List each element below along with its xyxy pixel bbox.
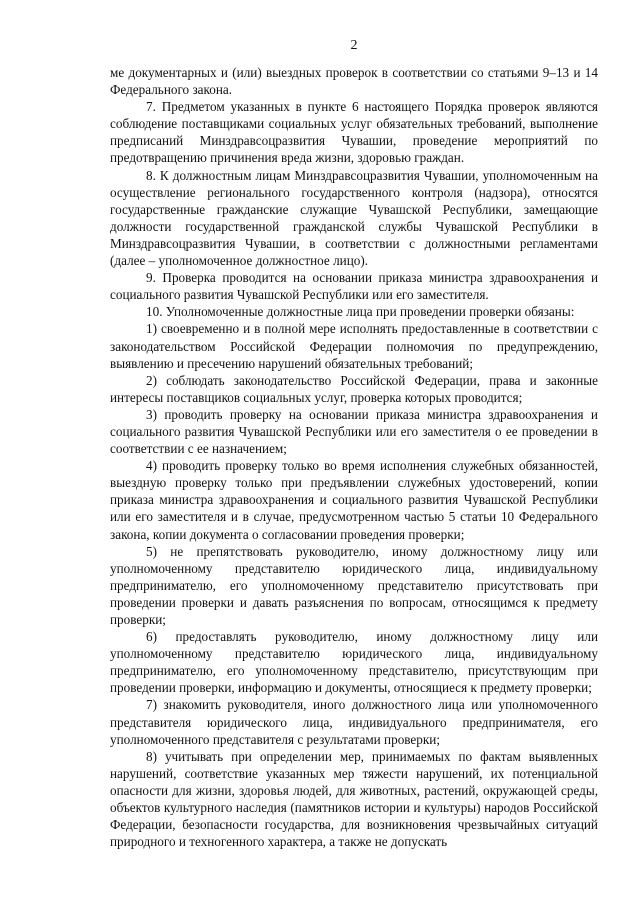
list-item-2: 2) соблюдать законодательство Российской Федерации, права и законные интересы поставщиков социальных услуг, проверка которых проводится;	[110, 372, 598, 405]
paragraph-8: 8. К должностным лицам Минздравсоцразвития Чувашии, уполномоченным на осуществление регионального государственного контроля (надзора), относятся государственные гражданские служащие Чувашской Республики, замещающие должности государственной гражданской службы Чувашской Республики в Минздравсоцразвития Чувашии, в соответствии с должностными регламентами (далее – уполномоченное должностное лицо).	[110, 167, 598, 269]
list-item-7: 7) знакомить руководителя, иного должностного лица или уполномоченного представителя юридического лица, индивидуального предпринимателя, его уполномоченного представителя с результатами проверки;	[110, 697, 598, 747]
list-item-6: 6) предоставлять руководителю, иному должностному лицу или уполномоченному представителю юридического лица, индивидуальному предпринимателю, его уполномоченному представителю, присутствующим при проведении проверки, информацию и документы, относящиеся к предмету проверки;	[110, 629, 598, 696]
list-item-3: 3) проводить проверку на основании приказа министра здравоохранения и социального развития Чувашской Республики или его заместителя о ее проведении в соответствии с ее назначением;	[110, 406, 598, 457]
list-item-8: 8) учитывать при определении мер, принимаемых по фактам выявленных нарушений, соответствие указанных мер тяжести нарушений, их потенциальной опасности для жизни, здоровья людей, для животных, растений, окружающей среды, объектов культурного наследия (памятников истории и культуры) народов Российской Федерации, безопасности государства, для возникновения чрезвычайных ситуаций природного и техногенного характера, а также не допускать	[110, 748, 598, 850]
paragraph-continuation: ме документарных и (или) выездных проверок в соответствии со статьями 9–13 и 14 Федерального закона.	[110, 65, 598, 98]
list-item-1: 1) своевременно и в полной мере исполнять предоставленные в соответствии с законодательством Российской Федерации полномочия по предупреждению, выявлению и пресечению нарушений обязательных требований;	[110, 321, 598, 371]
list-item-5: 5) не препятствовать руководителю, иному должностному лицу или уполномоченному представителю юридического лица, индивидуальному предпринимателю, его уполномоченному представителю присутствовать при проведении проверки и давать разъяснения по вопросам, относящимся к предмету проверки;	[110, 543, 598, 627]
paragraph-9: 9. Проверка проводится на основании приказа министра здравоохранения и социального развития Чувашской Республики или его заместителя.	[110, 270, 598, 303]
paragraph-7: 7. Предметом указанных в пункте 6 настоящего Порядка проверок являются соблюдение поставщиками социальных услуг обязательных требований, выполнение предписаний Минздравсоцразвития Чувашии, проведение мероприятий по предотвращению причинения вреда жизни, здоровью граждан.	[110, 99, 598, 166]
list-item-4: 4) проводить проверку только во время исполнения служебных обязанностей, выездную проверку только при предъявлении служебных удостоверений, копии приказа министра здравоохранения и социального развития Чувашской Республики или его заместителя и в случае, предусмотренном частью 5 статьи 10 Федерального закона, копии документа о согласовании проведения проверки;	[110, 458, 598, 542]
page-number: 2	[350, 38, 358, 53]
body-text	[110, 64, 598, 850]
paragraph-10: 10. Уполномоченные должностные лица при проведении проверки обязаны:	[146, 304, 575, 320]
